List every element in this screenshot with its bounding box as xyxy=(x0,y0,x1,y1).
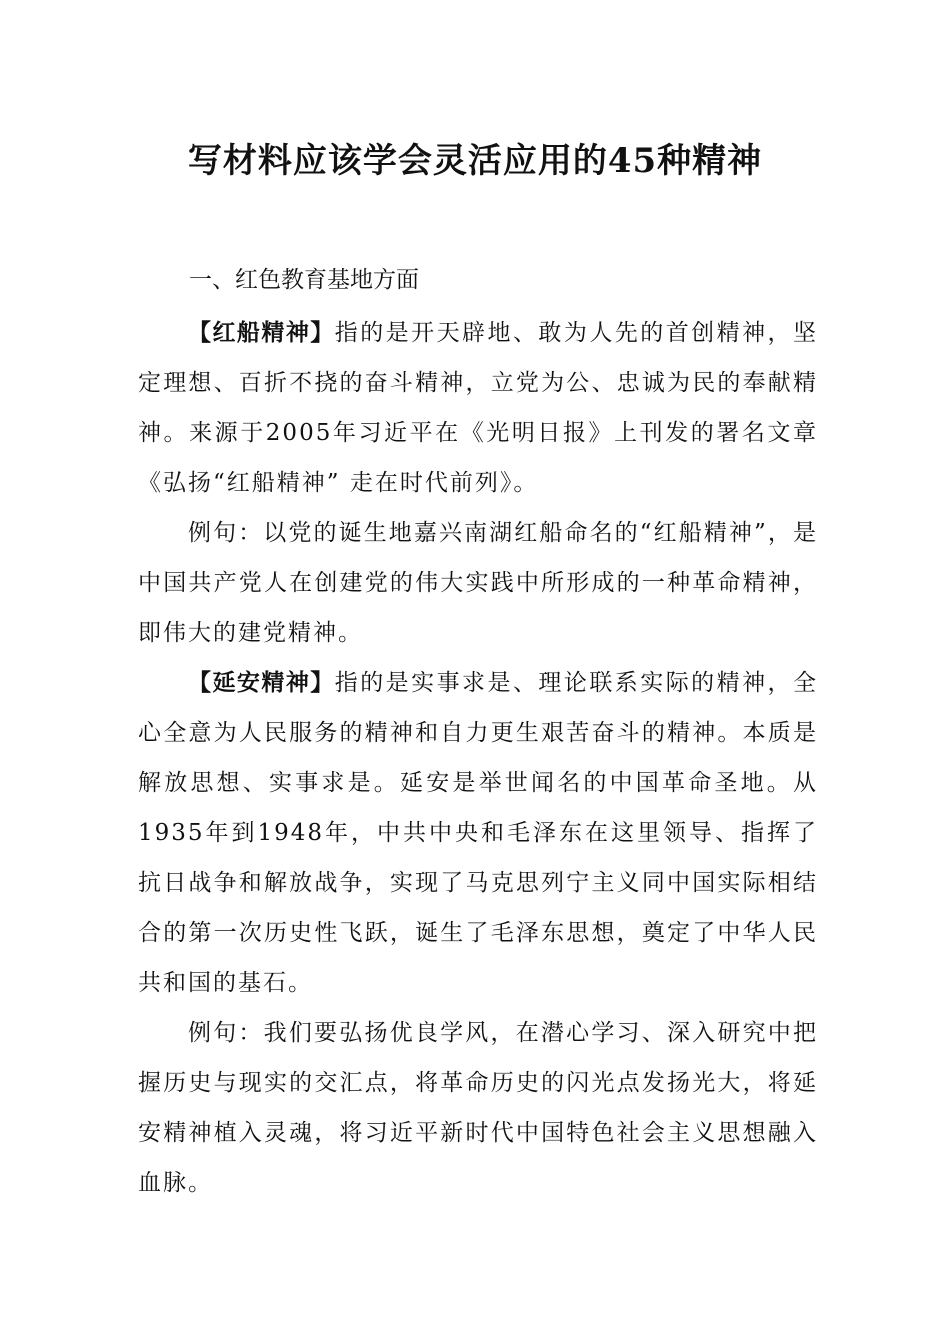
entry-definition: 指的是开天辟地、敢为人先的首创精神，坚定理想、百折不挠的奋斗精神，立党为公、忠诚为民的奉献精神。来源于2005年习近平在《光明日报》上刊发的署名文章《弘扬“红船精神” 走在时代前列》。 xyxy=(138,320,819,496)
section-heading: 一、红色教育基地方面 xyxy=(189,267,419,293)
document-body xyxy=(138,308,818,1208)
entry-term: 【红船精神】 xyxy=(188,320,335,346)
document-title: 写材料应该学会灵活应用的45种精神 xyxy=(187,141,763,181)
entry-definition: 指的是实事求是、理论联系实际的精神，全心全意为人民服务的精神和自力更生艰苦奋斗的精神。本质是解放思想、实事求是。延安是举世闻名的中国革命圣地。从1935年到1948年，中共中央和毛泽东在这里领导、指挥了抗日战争和解放战争，实现了马克思列宁主义同中国实际相结合的第一次历史性飞跃，诞生了毛泽东思想，奠定了中华人民共和国的基石。 xyxy=(138,670,819,996)
entry-definition-paragraph xyxy=(138,658,818,1008)
entry-term: 【延安精神】 xyxy=(188,670,335,696)
entry-example-paragraph: 例句：我们要弘扬优良学风，在潜心学习、深入研究中把握历史与现实的交汇点，将革命历史的闪光点发扬光大，将延安精神植入灵魂，将习近平新时代中国特色社会主义思想融入血脉。 xyxy=(138,1020,818,1196)
entry-definition-paragraph xyxy=(138,308,818,508)
entry-example-paragraph: 例句：以党的诞生地嘉兴南湖红船命名的“红船精神”，是中国共产党人在创建党的伟大实践中所形成的一种革命精神，即伟大的建党精神。 xyxy=(138,520,818,646)
